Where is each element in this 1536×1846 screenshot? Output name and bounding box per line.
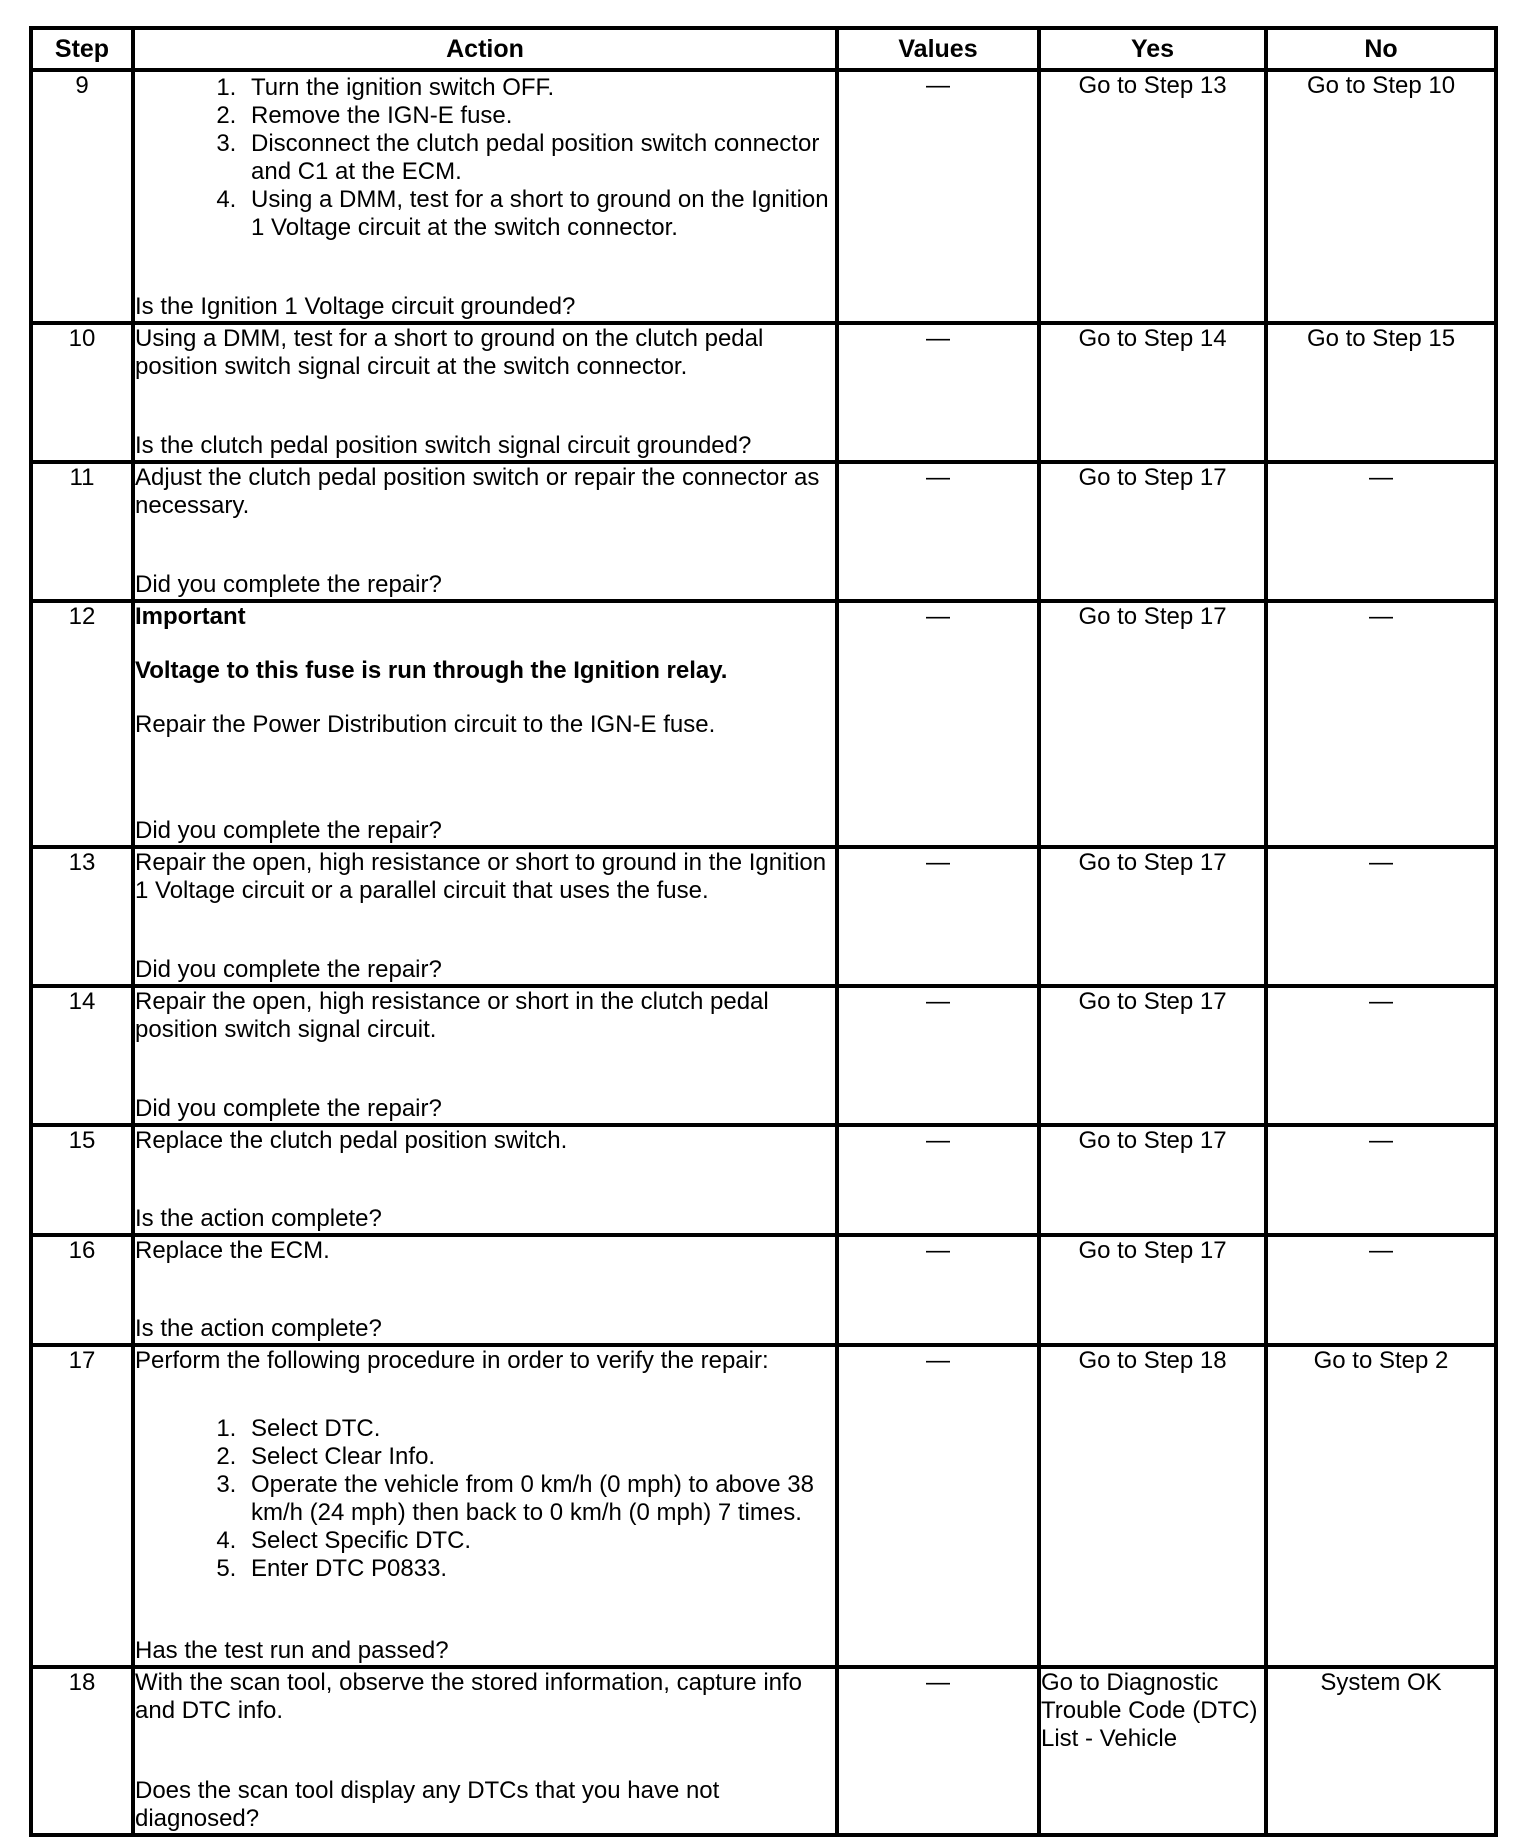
step-number: 10	[31, 323, 133, 462]
list-item: 4. Using a DMM, test for a short to ground on the Ignition 1 Voltage circuit at the switch connector.	[243, 186, 835, 242]
table-row	[31, 1667, 1496, 1835]
list-item: 1. Select DTC.	[243, 1415, 835, 1443]
action-cell	[133, 1125, 837, 1235]
table-row	[31, 462, 1496, 601]
action-cell	[133, 462, 837, 601]
step-number: 15	[31, 1125, 133, 1235]
table-row	[31, 70, 1496, 323]
question-text: Did you complete the repair?	[135, 1095, 442, 1122]
step-number: 12	[31, 601, 133, 847]
question-text: Is the Ignition 1 Voltage circuit grounded?	[135, 293, 576, 320]
list-item: 2. Remove the IGN-E fuse.	[243, 102, 835, 130]
procedure-list	[135, 1415, 835, 1583]
question-text: Is the action complete?	[135, 1205, 382, 1232]
values-cell: —	[837, 70, 1039, 323]
yes-cell: Go to Step 17	[1039, 1235, 1266, 1345]
table-row	[31, 323, 1496, 462]
list-item: 3. Disconnect the clutch pedal position switch connector and C1 at the ECM.	[243, 130, 835, 186]
question-text: Is the clutch pedal position switch signal circuit grounded?	[135, 432, 752, 459]
yes-cell: Go to Step 17	[1039, 462, 1266, 601]
values-cell: —	[837, 1235, 1039, 1345]
values-cell: —	[837, 601, 1039, 847]
values-cell: —	[837, 1345, 1039, 1667]
header-action: Action	[133, 28, 837, 70]
action-cell	[133, 986, 837, 1125]
action-text: Adjust the clutch pedal position switch or repair the connector as necessary.	[135, 464, 820, 519]
values-cell: —	[837, 1125, 1039, 1235]
no-cell: System OK	[1266, 1667, 1496, 1835]
list-item: 2. Select Clear Info.	[243, 1443, 835, 1471]
no-cell: Go to Step 2	[1266, 1345, 1496, 1667]
yes-cell: Go to Step 13	[1039, 70, 1266, 323]
question-text: Has the test run and passed?	[135, 1637, 449, 1664]
yes-cell: Go to Step 14	[1039, 323, 1266, 462]
yes-cell: Go to Diagnostic Trouble Code (DTC) List - Vehicle	[1039, 1667, 1266, 1835]
yes-cell: Go to Step 17	[1039, 601, 1266, 847]
action-text: Perform the following procedure in order to verify the repair:	[135, 1347, 769, 1374]
step-number: 17	[31, 1345, 133, 1667]
no-cell: —	[1266, 462, 1496, 601]
yes-cell: Go to Step 18	[1039, 1345, 1266, 1667]
list-item: 5. Enter DTC P0833.	[243, 1555, 835, 1583]
action-cell	[133, 1345, 837, 1667]
question-text: Did you complete the repair?	[135, 817, 442, 844]
action-text: Replace the ECM.	[135, 1237, 330, 1264]
list-item: 1. Turn the ignition switch OFF.	[243, 74, 835, 102]
action-text: Repair the Power Distribution circuit to the IGN-E fuse.	[135, 711, 716, 738]
values-cell: —	[837, 847, 1039, 986]
table-row	[31, 1345, 1496, 1667]
question-text: Is the action complete?	[135, 1315, 382, 1342]
header-yes: Yes	[1039, 28, 1266, 70]
diagnostic-table	[29, 26, 1498, 1837]
action-cell	[133, 847, 837, 986]
table-row	[31, 1235, 1496, 1345]
values-cell: —	[837, 986, 1039, 1125]
table-row	[31, 601, 1496, 847]
action-cell	[133, 323, 837, 462]
action-text: Replace the clutch pedal position switch.	[135, 1127, 568, 1154]
header-no: No	[1266, 28, 1496, 70]
yes-cell: Go to Step 17	[1039, 847, 1266, 986]
step-number: 18	[31, 1667, 133, 1835]
action-text: Repair the open, high resistance or short to ground in the Ignition 1 Voltage circuit or a parallel circuit that uses the fuse.	[135, 849, 827, 904]
yes-cell: Go to Step 17	[1039, 1125, 1266, 1235]
table-row	[31, 847, 1496, 986]
header-step: Step	[31, 28, 133, 70]
no-cell: Go to Step 15	[1266, 323, 1496, 462]
values-cell: —	[837, 462, 1039, 601]
question-text: Did you complete the repair?	[135, 571, 442, 598]
action-cell	[133, 1667, 837, 1835]
action-cell	[133, 70, 837, 323]
action-text: Using a DMM, test for a short to ground on the clutch pedal position switch signal circuit at the switch connector.	[135, 325, 764, 380]
table-row	[31, 1125, 1496, 1235]
no-cell: —	[1266, 986, 1496, 1125]
step-number: 9	[31, 70, 133, 323]
no-cell: Go to Step 10	[1266, 70, 1496, 323]
important-note: Voltage to this fuse is run through the Ignition relay.	[135, 657, 728, 684]
question-text: Did you complete the repair?	[135, 956, 442, 983]
step-number: 16	[31, 1235, 133, 1345]
list-item: 4. Select Specific DTC.	[243, 1527, 835, 1555]
values-cell: —	[837, 1667, 1039, 1835]
important-label: Important	[135, 603, 246, 630]
step-number: 13	[31, 847, 133, 986]
no-cell: —	[1266, 847, 1496, 986]
yes-cell: Go to Step 17	[1039, 986, 1266, 1125]
step-number: 14	[31, 986, 133, 1125]
procedure-list	[135, 74, 835, 242]
no-cell: —	[1266, 1125, 1496, 1235]
values-cell: —	[837, 323, 1039, 462]
no-cell: —	[1266, 1235, 1496, 1345]
header-values: Values	[837, 28, 1039, 70]
action-text: Repair the open, high resistance or short in the clutch pedal position switch signal circuit.	[135, 988, 769, 1043]
action-cell	[133, 601, 837, 847]
step-number: 11	[31, 462, 133, 601]
list-item: 3. Operate the vehicle from 0 km/h (0 mph) to above 38 km/h (24 mph) then back to 0 km/h (0 mph) 7 times.	[243, 1471, 835, 1527]
action-cell	[133, 1235, 837, 1345]
action-text: With the scan tool, observe the stored information, capture info and DTC info.	[135, 1669, 803, 1724]
table-row	[31, 986, 1496, 1125]
no-cell: —	[1266, 601, 1496, 847]
question-text: Does the scan tool display any DTCs that you have not diagnosed?	[135, 1777, 720, 1832]
header-row	[31, 28, 1496, 70]
